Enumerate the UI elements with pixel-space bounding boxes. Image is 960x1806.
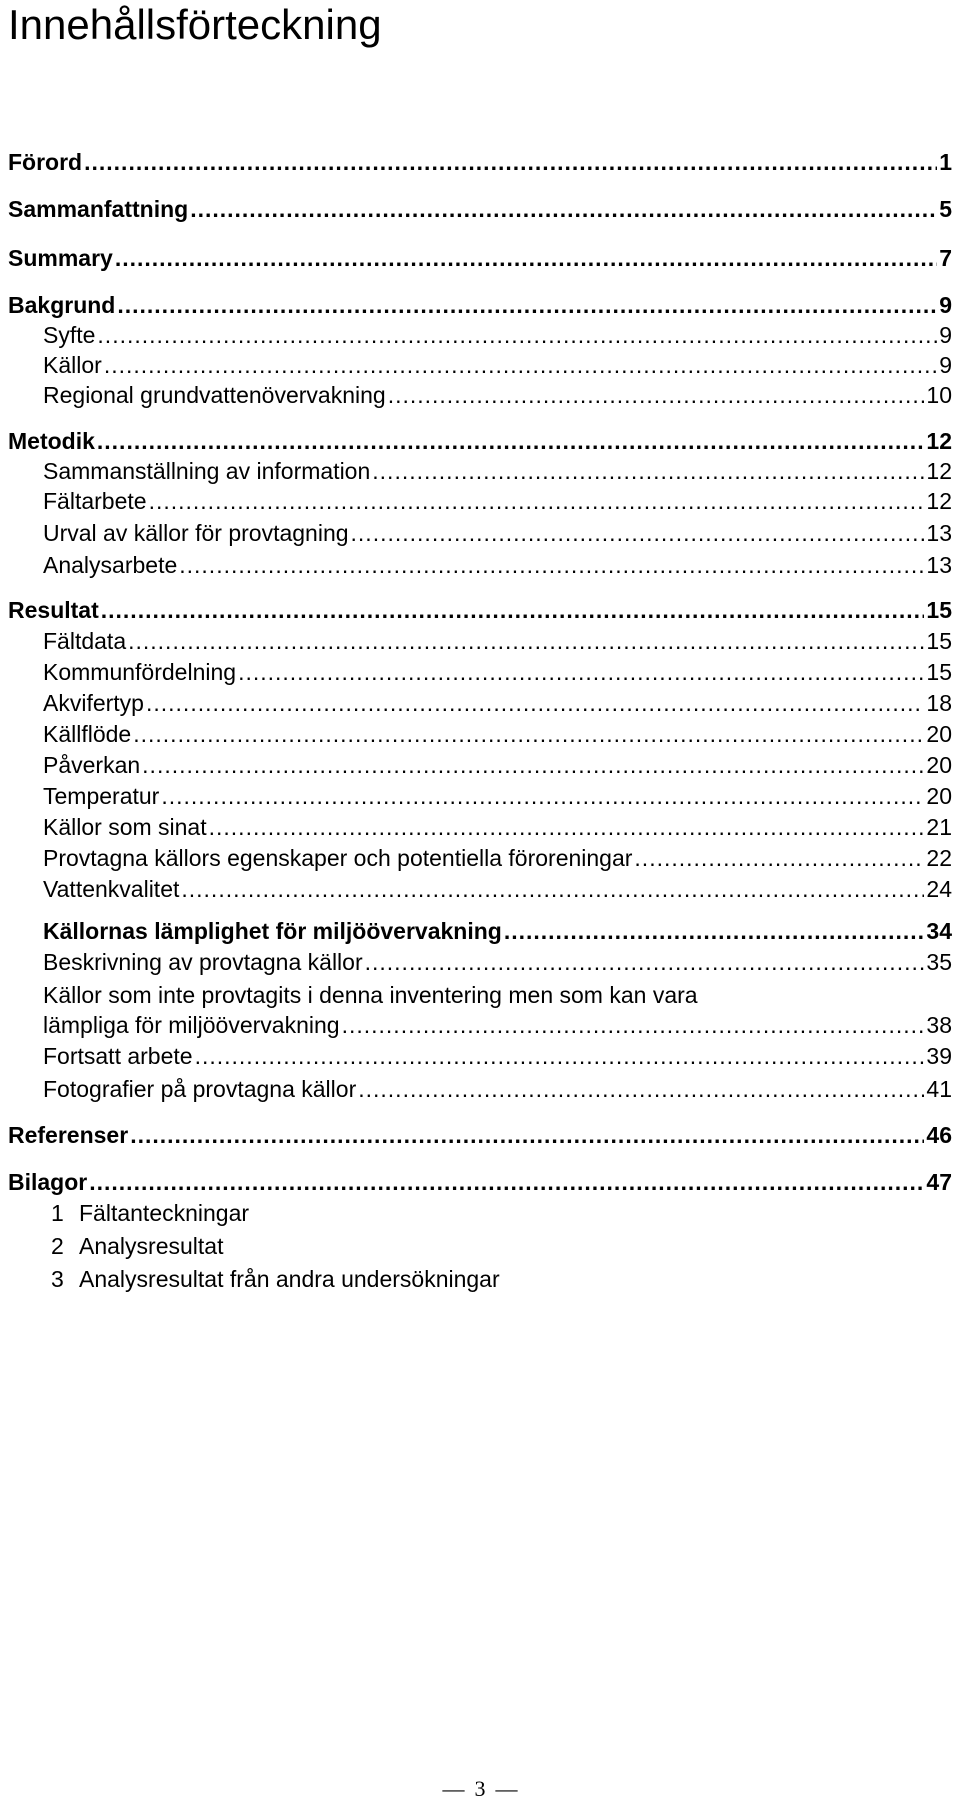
- toc-entry-sammanstallning[interactable]: [43, 456, 952, 486]
- dot-leader: [190, 194, 937, 224]
- toc-label: Analysarbete: [43, 552, 178, 578]
- toc-label: Kommunfördelning: [43, 659, 237, 685]
- toc-label: Referenser: [8, 1122, 129, 1148]
- toc-entry-kallor[interactable]: [43, 350, 952, 380]
- toc-entry-regional[interactable]: [43, 380, 952, 410]
- dot-leader: [101, 595, 925, 625]
- toc-entry-fotografier[interactable]: [43, 1074, 952, 1104]
- toc-page: 24: [926, 876, 952, 902]
- toc-label: Metodik: [8, 428, 95, 454]
- dot-leader: [161, 781, 924, 811]
- toc-entry-temperatur[interactable]: [43, 781, 952, 811]
- appendix-number: 3: [51, 1266, 64, 1292]
- toc-entry-vattenkvalitet[interactable]: [43, 874, 952, 904]
- dot-leader: [89, 1167, 924, 1197]
- toc-page: 20: [926, 783, 952, 809]
- footer-dash: —: [442, 1776, 465, 1801]
- appendix-label: Analysresultat från andra undersökningar: [79, 1266, 500, 1292]
- toc-label: lämpliga för miljöövervakning: [43, 1012, 340, 1038]
- toc-label: Beskrivning av provtagna källor: [43, 949, 363, 975]
- toc-entry-lamplighet[interactable]: [43, 916, 952, 946]
- toc-label: Bilagor: [8, 1169, 88, 1195]
- toc-label: Källflöde: [43, 721, 132, 747]
- toc-page: 9: [939, 352, 952, 378]
- toc-page: 12: [926, 488, 952, 514]
- appendix-item[interactable]: [51, 1198, 249, 1228]
- toc-page: 15: [926, 597, 952, 623]
- toc-label: Förord: [8, 149, 83, 175]
- dot-leader: [115, 243, 937, 273]
- toc-page: 13: [926, 520, 952, 546]
- toc-entry-bakgrund[interactable]: [8, 290, 952, 320]
- toc-entry-referenser[interactable]: [8, 1120, 952, 1150]
- dot-leader: [130, 1120, 924, 1150]
- toc-label: Regional grundvattenövervakning: [43, 382, 386, 408]
- toc-label: Sammanfattning: [8, 196, 189, 222]
- toc-label: Fortsatt arbete: [43, 1043, 193, 1069]
- appendix-number: 1: [51, 1200, 64, 1226]
- toc-entry-analysarbete[interactable]: [43, 550, 952, 580]
- dot-leader: [634, 843, 924, 873]
- dot-leader: [209, 812, 925, 842]
- toc-label: Summary: [8, 245, 113, 271]
- toc-page: 38: [926, 1012, 952, 1038]
- appendix-label: Fältanteckningar: [79, 1200, 250, 1226]
- dot-leader: [117, 290, 937, 320]
- dot-leader: [128, 626, 924, 656]
- toc-entry-metodik[interactable]: [8, 426, 952, 456]
- toc-label: Akvifertyp: [43, 690, 144, 716]
- toc-entry-kallflode[interactable]: [43, 719, 952, 749]
- toc-label: Urval av källor för provtagning: [43, 520, 349, 546]
- dot-leader: [181, 874, 924, 904]
- toc-label: Påverkan: [43, 752, 141, 778]
- toc-entry-bilagor[interactable]: [8, 1167, 952, 1197]
- dot-leader: [342, 1010, 925, 1040]
- toc-entry-urval[interactable]: [43, 518, 952, 548]
- dot-leader: [97, 426, 925, 456]
- dot-leader: [388, 380, 925, 410]
- toc-entry-syfte[interactable]: [43, 320, 952, 350]
- toc-page: 18: [926, 690, 952, 716]
- toc-entry-paverkan[interactable]: [43, 750, 952, 780]
- dot-leader: [372, 456, 924, 486]
- footer-dash: —: [495, 1776, 518, 1801]
- toc-page: 12: [926, 428, 952, 454]
- appendix-label: Analysresultat: [79, 1233, 224, 1259]
- toc-entry-sinat[interactable]: [43, 812, 952, 842]
- toc-page: 12: [926, 458, 952, 484]
- toc-page: 47: [926, 1169, 952, 1195]
- toc-label: Sammanställning av information: [43, 458, 371, 484]
- toc-page: 41: [926, 1076, 952, 1102]
- toc-label: Resultat: [8, 597, 99, 623]
- dot-leader: [104, 350, 937, 380]
- toc-label: Källor: [43, 352, 102, 378]
- toc-page: 7: [939, 245, 952, 271]
- toc-entry-forord[interactable]: [8, 147, 952, 177]
- toc-entry-fortsatt[interactable]: [43, 1041, 952, 1071]
- toc-entry-beskrivning[interactable]: [43, 947, 952, 977]
- toc-page: 46: [926, 1122, 952, 1148]
- dot-leader: [97, 320, 937, 350]
- toc-page: 9: [939, 292, 952, 318]
- toc-entry-faltarbete[interactable]: [43, 486, 952, 516]
- toc-label: Källor som sinat: [43, 814, 207, 840]
- appendix-number: 2: [51, 1233, 64, 1259]
- toc-page: 20: [926, 721, 952, 747]
- dot-leader: [365, 947, 925, 977]
- toc-entry-resultat[interactable]: [8, 595, 952, 625]
- toc-entry-inte-provtagits[interactable]: [43, 1010, 952, 1040]
- dot-leader: [195, 1041, 925, 1071]
- toc-label: Fältdata: [43, 628, 127, 654]
- toc-page: 15: [926, 628, 952, 654]
- toc-page: 20: [926, 752, 952, 778]
- dot-leader: [146, 688, 924, 718]
- dot-leader: [351, 518, 925, 548]
- dot-leader: [179, 550, 924, 580]
- dot-leader: [84, 147, 937, 177]
- toc-entry-provtagna[interactable]: [43, 843, 952, 873]
- toc-label: Vattenkvalitet: [43, 876, 180, 902]
- dot-leader: [142, 750, 924, 780]
- page-title: Innehållsförteckning: [8, 1, 382, 48]
- dot-leader: [133, 719, 924, 749]
- toc-label: Syfte: [43, 322, 96, 348]
- toc-entry-faltdata[interactable]: [43, 626, 952, 656]
- toc-label: Bakgrund: [8, 292, 116, 318]
- toc-page: 15: [926, 659, 952, 685]
- toc-label: Fältarbete: [43, 488, 147, 514]
- toc-page: 9: [939, 322, 952, 348]
- toc-page: 1: [939, 149, 952, 175]
- toc-entry-inte-provtagits-line1[interactable]: Källor som inte provtagits i denna inventering men som kan vara: [43, 982, 698, 1008]
- page-footer: [0, 1776, 960, 1802]
- dot-leader: [238, 657, 924, 687]
- toc-label: Provtagna källors egenskaper och potentiella föroreningar: [43, 845, 633, 871]
- page-number: 3: [474, 1776, 486, 1801]
- toc-entry-sammanfattning[interactable]: [8, 194, 952, 224]
- dot-leader: [358, 1074, 924, 1104]
- toc-page: 10: [926, 382, 952, 408]
- toc-entry-kommun[interactable]: [43, 657, 952, 687]
- toc-page: 5: [939, 196, 952, 222]
- toc-entry-akvifertyp[interactable]: [43, 688, 952, 718]
- toc-page: 13: [926, 552, 952, 578]
- dot-leader: [504, 916, 925, 946]
- appendix-item[interactable]: [51, 1231, 223, 1261]
- toc-page: 22: [926, 845, 952, 871]
- toc-entry-summary[interactable]: [8, 243, 952, 273]
- toc-label: Källornas lämplighet för miljöövervakning: [43, 918, 502, 944]
- toc-page: 34: [926, 918, 952, 944]
- toc-label: Fotografier på provtagna källor: [43, 1076, 357, 1102]
- toc-page: 21: [926, 814, 952, 840]
- appendix-item[interactable]: [51, 1264, 500, 1294]
- toc-label: Temperatur: [43, 783, 160, 809]
- toc-page: 39: [926, 1043, 952, 1069]
- toc-page: 35: [926, 949, 952, 975]
- dot-leader: [149, 486, 925, 516]
